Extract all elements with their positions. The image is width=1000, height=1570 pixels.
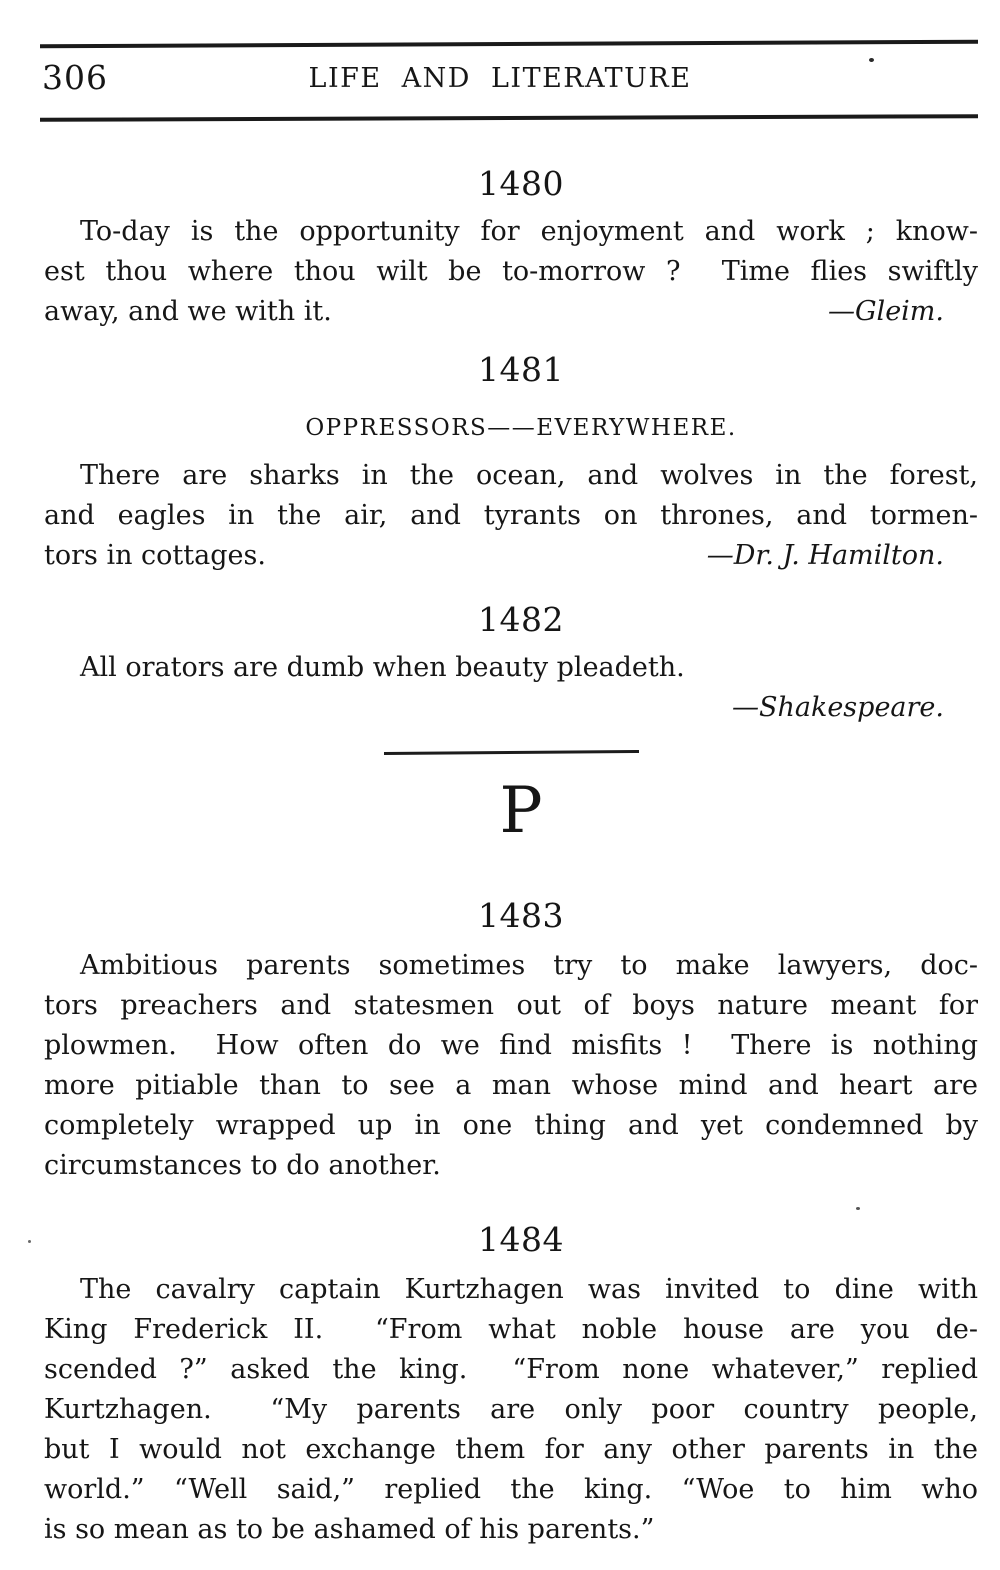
text-line: All orators are dumb when beauty pleadeth. <box>80 652 685 683</box>
text-line: is so mean as to be ashamed of his parents.” <box>44 1514 655 1545</box>
running-title: LIFE AND LITERATURE <box>308 63 692 94</box>
scan-artifact-dot <box>869 58 874 62</box>
text-line: Kurtzhagen. “My parents are only poor country people, <box>44 1394 978 1425</box>
topic-heading-oppressors: OPPRESSORS——EVERYWHERE. <box>305 415 737 441</box>
passage-1484 <box>44 1270 978 1550</box>
text-line: est thou where thou wilt be to-morrow ? Time flies swiftly <box>44 256 978 287</box>
scan-artifact-dot <box>28 1240 31 1243</box>
entry-number-1481: 1481 <box>478 350 564 389</box>
text-line: The cavalry captain Kurtzhagen was invited to dine with <box>80 1274 978 1305</box>
text-line: To-day is the opportunity for enjoyment and work ; know- <box>80 216 978 247</box>
attribution-line <box>44 688 978 728</box>
text-line: world.” “Well said,” replied the king. “Woe to him who <box>44 1474 978 1505</box>
text-line: tors preachers and statesmen out of boys nature meant for <box>44 990 978 1021</box>
quote-1480 <box>44 212 978 332</box>
quote-1482 <box>44 648 978 728</box>
quote-1481 <box>44 456 978 576</box>
entry-number-1480: 1480 <box>478 164 564 203</box>
entry-number-1484: 1484 <box>478 1220 564 1259</box>
text-line: There are sharks in the ocean, and wolves in the forest, <box>80 460 978 491</box>
passage-1483 <box>44 946 978 1186</box>
text-line: scended ?” asked the king. “From none whatever,” replied <box>44 1354 978 1385</box>
text-line: and eagles in the air, and tyrants on thrones, and tormen- <box>44 500 978 531</box>
text-line: Ambitious parents sometimes try to make lawyers, doc- <box>80 950 978 981</box>
text-line: completely wrapped up in one thing and yet condemned by <box>44 1110 978 1141</box>
scan-artifact-dot <box>856 1207 860 1210</box>
text-line: King Frederick II. “From what noble house are you de- <box>44 1314 978 1345</box>
text-line-with-attribution <box>44 536 978 576</box>
text-line: away, and we with it. <box>44 296 332 327</box>
text-line: circumstances to do another. <box>44 1150 441 1181</box>
text-line: plowmen. How often do we find misfits ! There is nothing <box>44 1030 978 1061</box>
section-divider-rule <box>384 750 639 755</box>
attribution-gleim: —Gleim. <box>827 296 944 327</box>
header-rule-top <box>40 40 978 49</box>
section-letter-p: P <box>499 774 543 848</box>
text-line: more pitiable than to see a man whose mind and heart are <box>44 1070 978 1101</box>
entry-number-1482: 1482 <box>478 600 564 639</box>
page-number: 306 <box>42 58 108 97</box>
header-rule-bottom <box>40 114 978 122</box>
attribution-hamilton: —Dr. J. Hamilton. <box>706 540 944 571</box>
text-line-with-attribution <box>44 292 978 332</box>
text-line: tors in cottages. <box>44 540 266 571</box>
attribution-shakespeare: —Shakespeare. <box>731 692 944 723</box>
entry-number-1483: 1483 <box>478 896 564 935</box>
text-line: but I would not exchange them for any other parents in the <box>44 1434 978 1465</box>
